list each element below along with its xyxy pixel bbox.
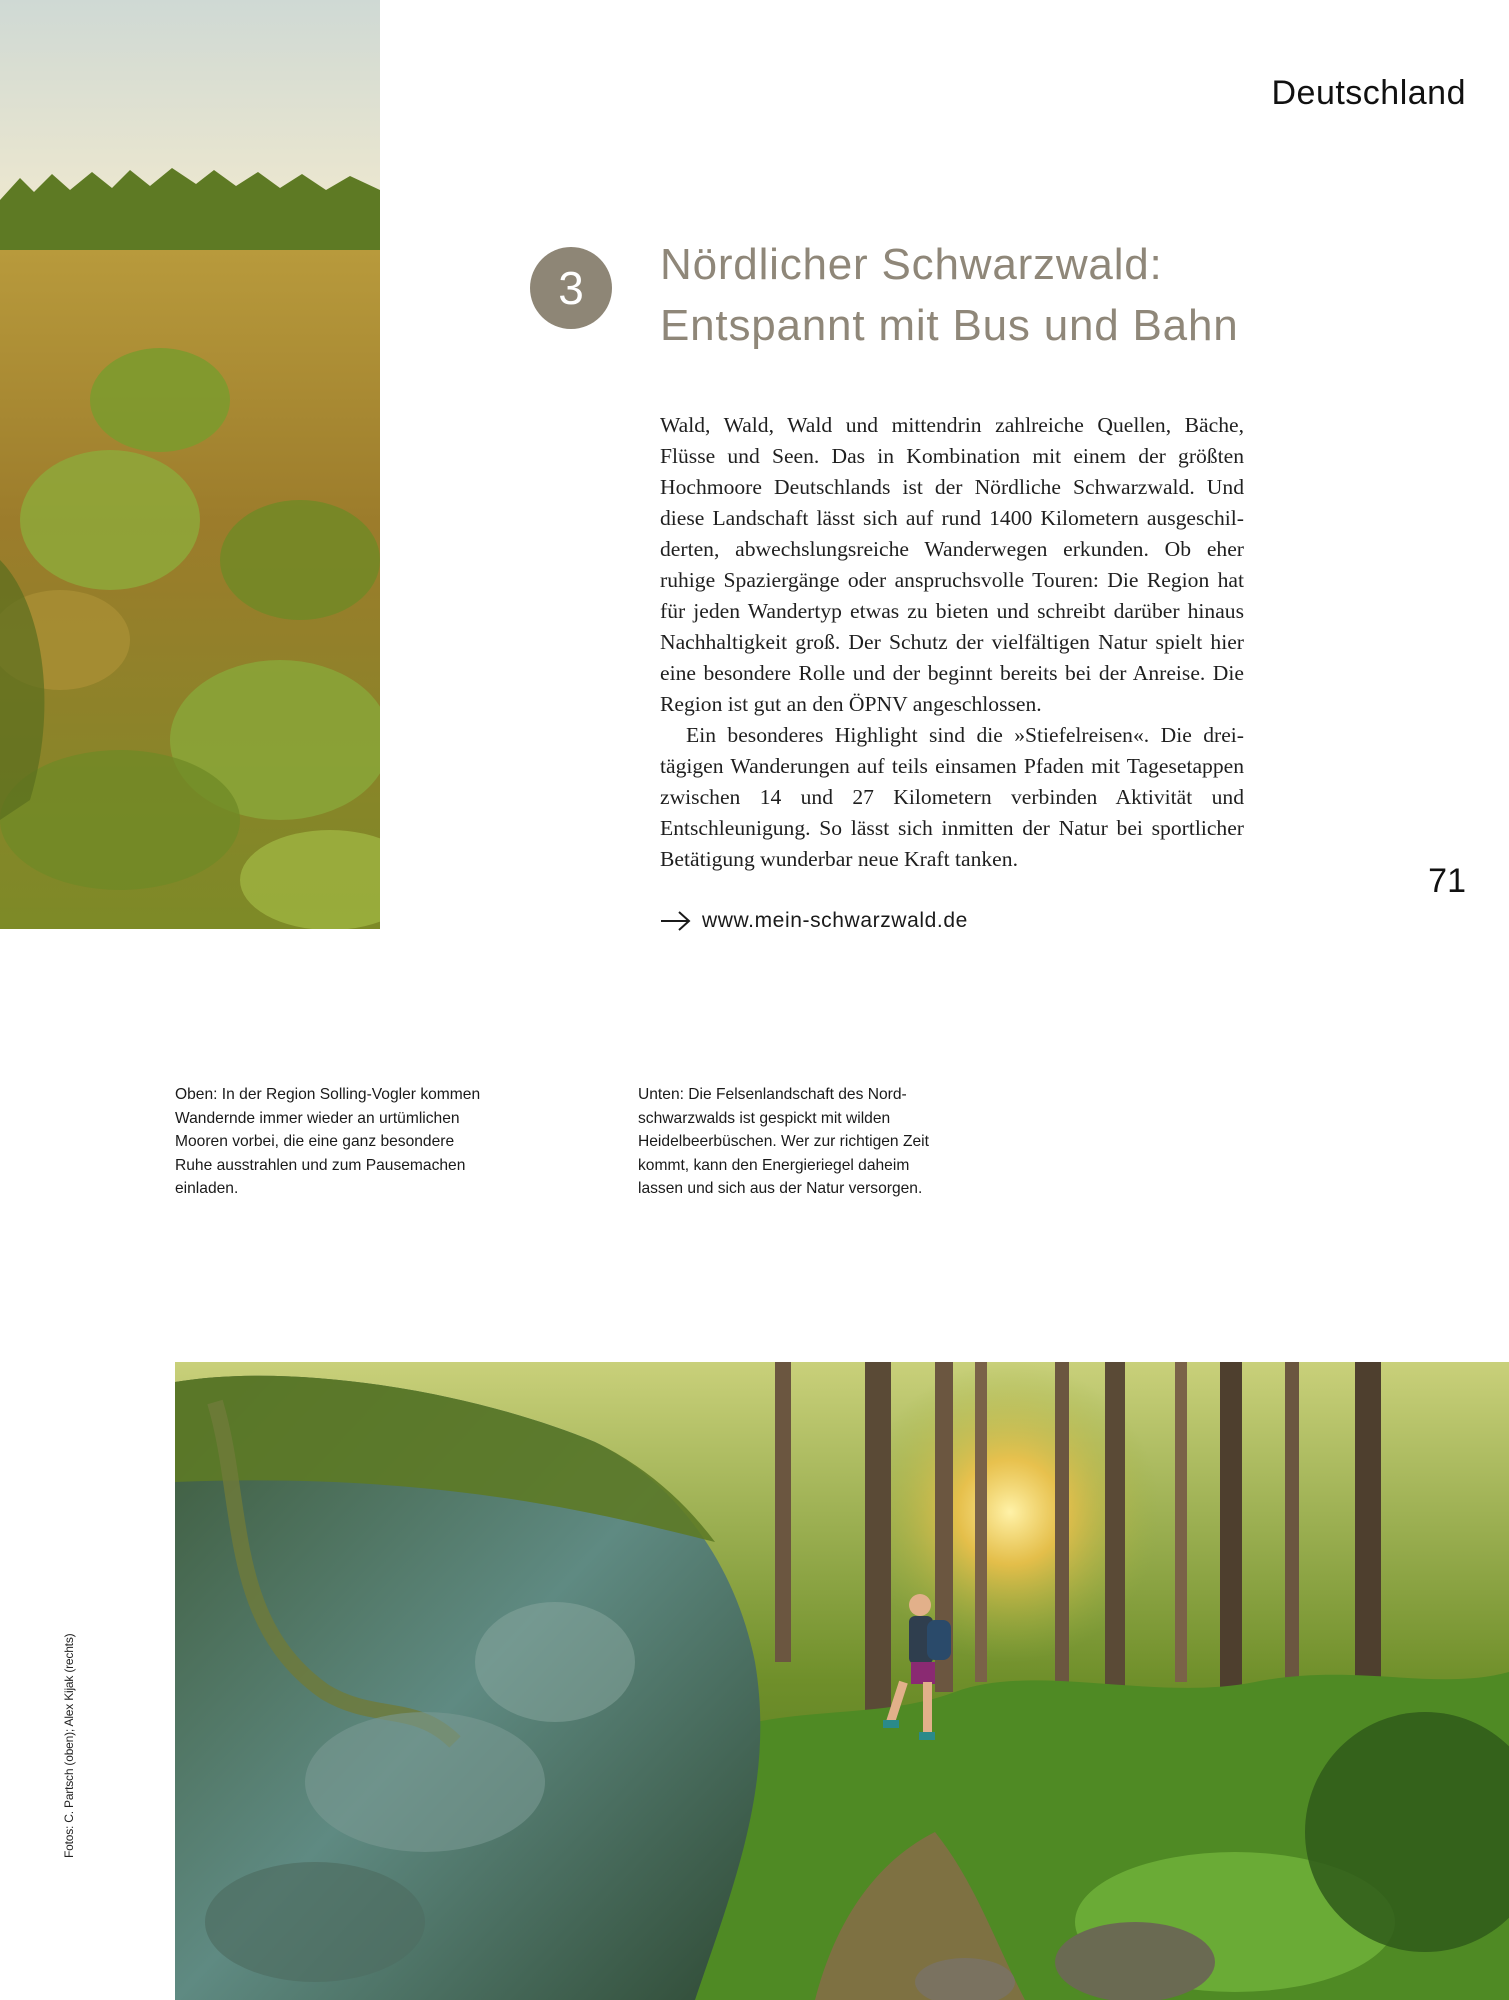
forest-photo [175,1362,1509,2000]
article-title [660,234,1380,356]
article-body [660,410,1244,875]
caption-top: Oben: In der Region Solling-Vogler kommen Wandernde immer wieder an urtümlichen Mooren vorbei, die eine ganz besondere Ruhe ausstrahlen und zum Pausemachen einladen. [175,1086,481,1197]
article-title-line2: Entspannt mit Bus und Bahn [660,301,1239,350]
page-number: 71 [1428,862,1466,900]
arrow-right-icon [660,910,692,932]
website-link-text[interactable]: www.mein-schwarzwald.de [702,909,968,932]
photo-credit: Fotos: C. Partsch (oben); Alex Kijak (rechts) [62,1633,76,1858]
article-paragraph: Ein besonderes Highlight sind die »Stiefelreisen«. Die dreitägigen Wanderungen auf teils einsamen Pfaden mit Tagesetappen zwischen 14 und 27 Kilometern verbinden Aktivität und Entschleunigung. So lässt sich inmitten der Natur bei sportlicher Betätigung wunderbar neue Kraft tanken. [660,723,1244,871]
caption-bottom: Unten: Die Felsenlandschaft des Nordschwarzwalds ist gespickt mit wilden Heidelbeerbüschen. Wer zur richtigen Zeit kommt, kann den Energieriegel daheim lassen und sich aus der Natur versorgen. [638,1086,929,1197]
forest-photo-illustration [175,1362,1509,2000]
article-number-badge: 3 [530,247,612,329]
website-link[interactable] [660,904,968,938]
moor-photo [0,0,380,929]
article-title-line1: Nördlicher Schwarzwald: [660,240,1163,289]
section-label: Deutschland [1271,74,1466,112]
article-paragraph: Wald, Wald, Wald und mittendrin zahlreiche Quellen, Bäche, Flüsse und Seen. Das in Kombination mit einem der größten Hochmoore Deutschlands ist der Nördliche Schwarzwald. Und diese Landschaft lässt sich auf rund 1400 Kilometern ausgeschilderten, abwechslungsreiche Wanderwegen erkunden. Ob eher ruhige Spaziergänge oder anspruchsvolle Touren: Die Region hat für jeden Wandertyp etwas zu bieten und schreibt darüber hinaus Nachhaltigkeit groß. Der Schutz der vielfältigen Natur spielt hier eine besondere Rolle und der beginnt bereits bei der Anreise. Die Region ist gut an den ÖPNV angeschlossen. [660,413,1244,716]
moor-photo-illustration [0,0,380,929]
